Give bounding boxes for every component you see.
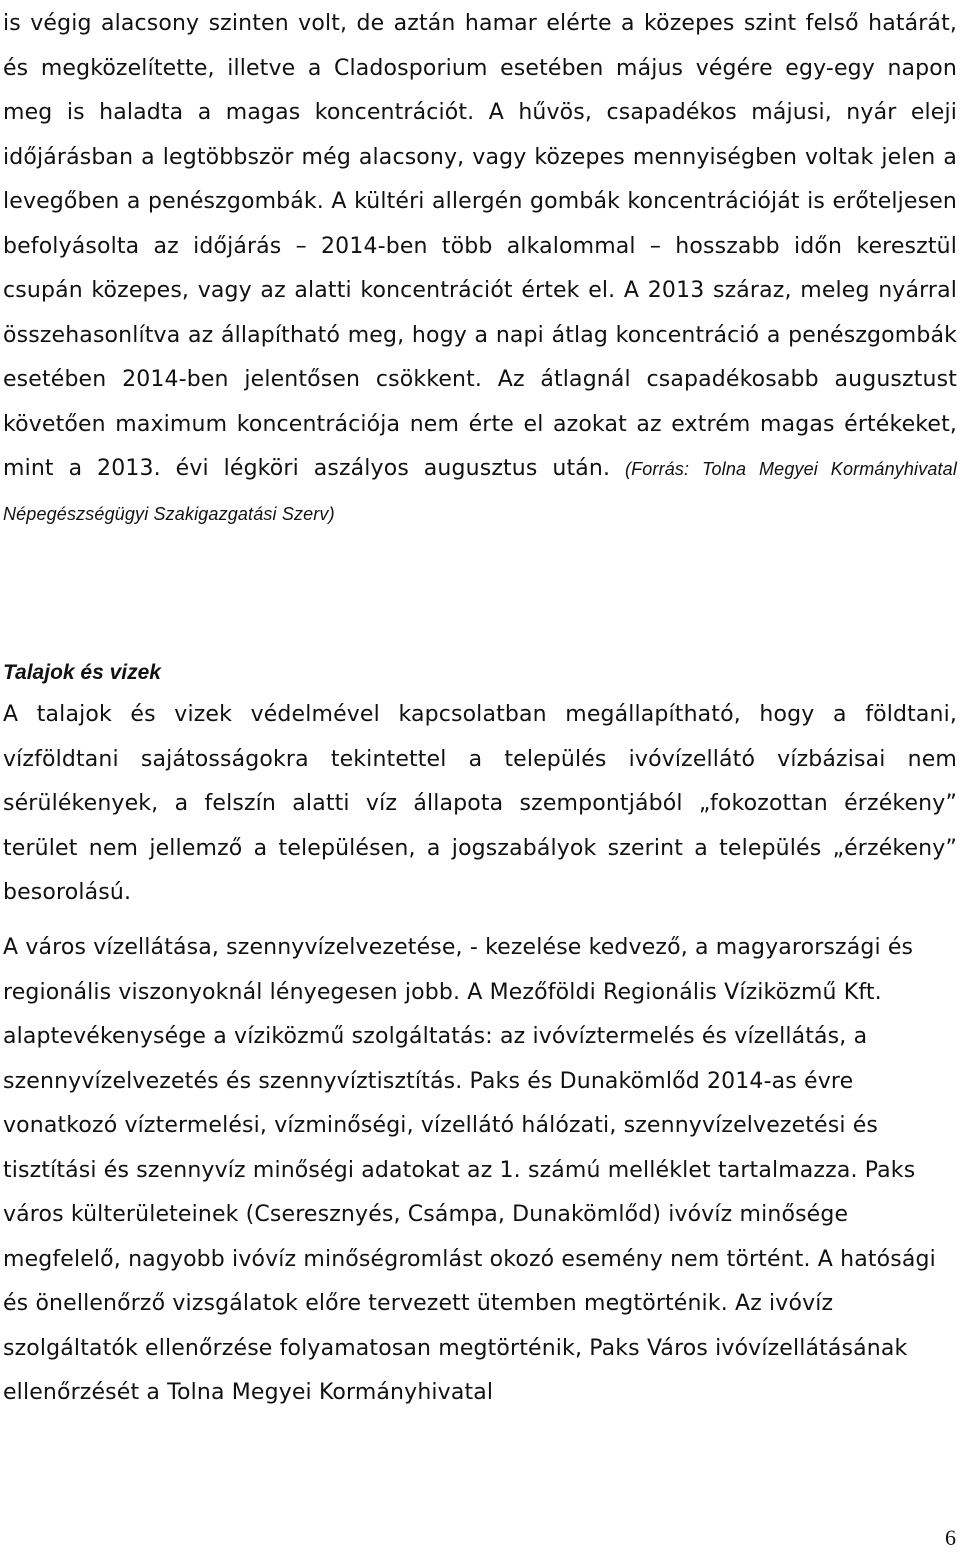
paragraph-soil-water: A talajok és vizek védelmével kapcsolatban megállapítható, hogy a földtani, vízföldtani sajátosságokra tekintettel a település ivóvízellátó vízbázisai nem sérülékenyek, a felszín alatti víz állapota szempontjából „fokozottan érzékeny” terület nem jellemző a településen, a jogszabályok szerint a település „érzékeny” besorolású. [3,702,957,905]
paragraph-mold-concentration [3,2,957,536]
source-citation: (Forrás: Tolna Megyei Kormányhivatal Népegészségügyi Szakigazgatási Szerv) [3,459,957,524]
page-number: 6 [945,1525,956,1550]
paragraph-body: is végig alacsony szinten volt, de aztán hamar elérte a közepes szint felső határát, és megközelítette, illetve a Cladosporium esetében május végére egy-egy napon meg is haladta a magas koncentrációt. A hűvös, csapadékos májusi, nyár eleji időjárásban a legtöbbször még alacsony, vagy közepes mennyiségben voltak jelen a levegőben a penészgombák. A kültéri allergén gombák koncentrációját is erőteljesen befolyásolta az időjárás – 2014-ben több alkalommal – hosszabb időn keresztül csupán közepes, vagy az alatti koncentrációt értek el. A 2013 száraz, meleg nyárral összehasonlítva az állapítható meg, hogy a napi átlag koncentráció a penészgombák esetében 2014-ben jelentősen csökkent. Az átlagnál csapadékosabb augusztust követően maximum koncentrációja nem érte el azokat az extrém magas értékeket, mint a 2013. évi légköri aszályos augusztus után. [3,11,957,481]
paragraph-water-supply: A város vízellátása, szennyvízelvezetése, - kezelése kedvező, a magyarországi és regionális viszonyoknál lényegesen jobb. A Mezőföldi Regionális Víziközmű Kft. alaptevékenysége a víziközmű szolgáltatás: az ivóvíztermelés és vízellátás, a szennyvízelvezetés és szennyvíztisztítás. Paks és Dunakömlőd 2014-as évre vonatkozó víztermelési, vízminőségi, vízellátó hálózati, szennyvízelvezetési és tisztítási és szennyvíz minőségi adatokat az 1. számú melléklet tartalmazza. Paks város külterületeinek (Cseresznyés, Csámpa, Dunakömlőd) ivóvíz minősége megfelelő, nagyobb ivóvíz minőségromlást okozó esemény nem történt. A hatósági és önellenőrző vizsgálatok előre tervezett ütemben megtörténik. Az ivóvíz szolgáltatók ellenőrzése folyamatosan megtörténik, Paks Város ivóvízellátásának ellenőrzését a Tolna Megyei Kormányhivatal [3,935,936,1405]
section-heading: Talajok és vizek [3,661,161,684]
